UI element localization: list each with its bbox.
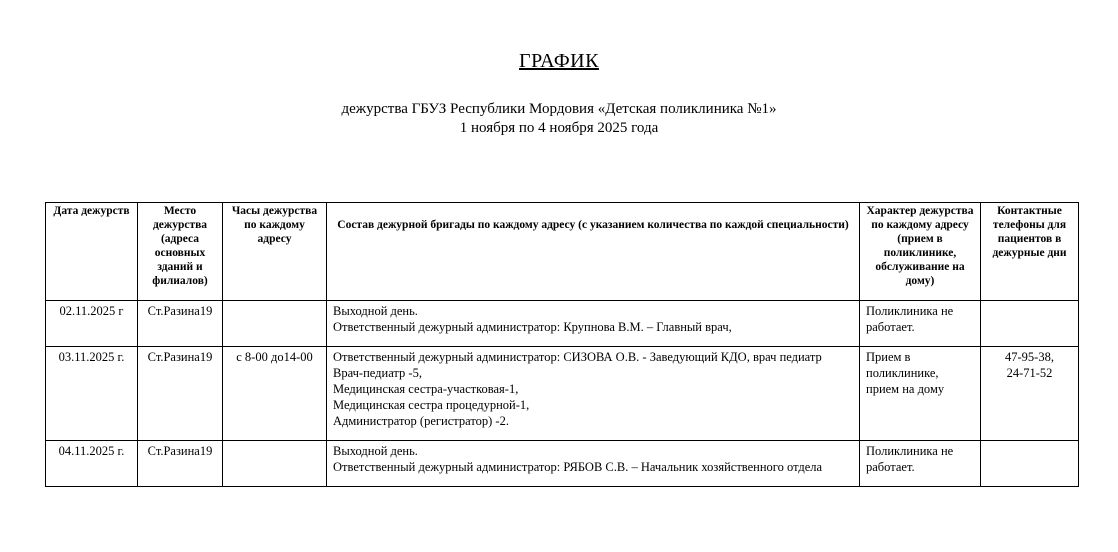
header-date: Дата дежурств [46,203,138,301]
cell-hours [223,301,327,347]
duty-schedule-table [45,202,1079,487]
cell-team [327,347,860,441]
cell-character: Прием в поликлинике, прием на дому [860,347,981,441]
cell-team [327,441,860,487]
header-hours: Часы дежурства по каждому адресу [223,203,327,301]
subtitle-organization: дежурства ГБУЗ Республики Мордовия «Детская поликлиника №1» [341,101,777,117]
cell-date: 03.11.2025 г. [46,347,138,441]
cell-phones [981,347,1079,441]
team-line: Ответственный дежурный администратор: Крупнова В.М. – Главный врач, [333,320,732,334]
page-title: ГРАФИК [519,50,599,72]
table-row [46,301,1079,347]
cell-hours [223,441,327,487]
cell-hours: с 8-00 до14-00 [223,347,327,441]
subtitle-period: 1 ноября по 4 ноября 2025 года [459,120,659,136]
team-line: Ответственный дежурный администратор: СИЗОВА О.В. - Заведующий КДО, врач педиатр [333,350,822,364]
team-line: Ответственный дежурный администратор: РЯБОВ С.В. – Начальник хозяйственного отдела [333,460,823,474]
cell-date: 02.11.2025 г [46,301,138,347]
team-line: Администратор (регистратор) -2. [333,414,509,428]
cell-place: Ст.Разина19 [138,347,223,441]
cell-place: Ст.Разина19 [138,441,223,487]
table-header-row [46,203,1079,301]
cell-phones [981,441,1079,487]
cell-phones [981,301,1079,347]
team-line: Медицинская сестра процедурной-1, [333,398,530,412]
cell-date: 04.11.2025 г. [46,441,138,487]
cell-team [327,301,860,347]
phone-line: 47-95-38, [1005,350,1054,364]
phone-line: 24-71-52 [1006,366,1053,380]
cell-character: Поликлиника не работает. [860,301,981,347]
table-row [46,347,1079,441]
header-team: Состав дежурной бригады по каждому адресу (с указанием количества по каждой специальности) [327,203,860,301]
team-line: Врач-педиатр -5, [333,366,422,380]
header-phones: Контактные телефоны для пациентов в дежурные дни [981,203,1079,301]
table-row [46,441,1079,487]
team-line: Выходной день. [333,444,418,458]
subtitle [0,100,1118,138]
team-line: Медицинская сестра-участковая-1, [333,382,519,396]
cell-character: Поликлиника не работает. [860,441,981,487]
header-character: Характер дежурства по каждому адресу (прием в поликлинике, обслуживание на дому) [860,203,981,301]
header-place: Место дежурства (адреса основных зданий и филиалов) [138,203,223,301]
cell-place: Ст.Разина19 [138,301,223,347]
team-line: Выходной день. [333,304,418,318]
